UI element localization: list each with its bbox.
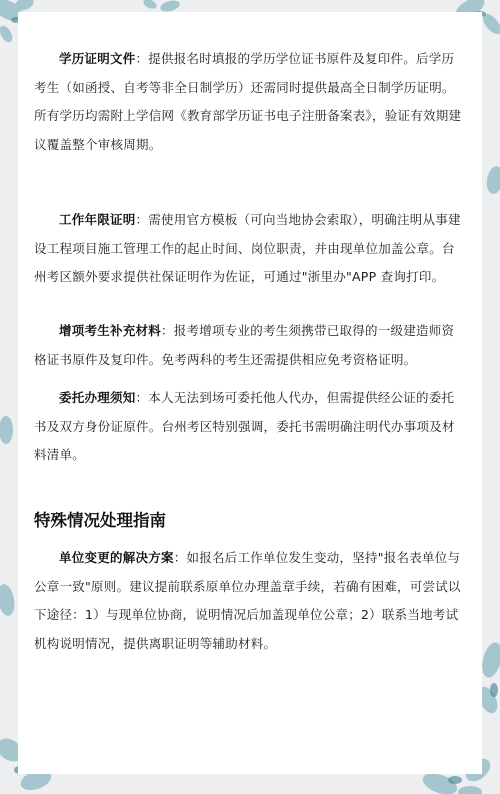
paragraph-body: ：报考增项专业的考生须携带已取得的一级建造师资格证书原件及复印件。免考两科的考生还需提供相应免考资格证明。: [34, 323, 455, 367]
paragraph-lead: 委托办理须知: [59, 390, 136, 405]
paragraph-additional-materials: [34, 317, 466, 374]
paragraph-work-years-proof: [34, 206, 466, 292]
section-heading: 特殊情况处理指南: [34, 511, 166, 530]
paragraph-body: ：提供报名时填报的学历学位证书原件及复印件。后学历考生（如函授、自考等非全日制学历）还需同时提供最高全日制学历证明。所有学历均需附上学信网《教育部学历证书电子注册备案表》，验证有效期建议覆盖整个审核周期。: [34, 51, 462, 152]
paragraph-proxy-notice: [34, 384, 466, 470]
paragraph-lead: 工作年限证明: [59, 212, 136, 227]
paragraph-lead: 增项考生补充材料: [59, 323, 162, 338]
paragraph-body: ：本人无法到场可委托他人代办，但需提供经公证的委托书及双方身份证原件。台州考区特别强调，委托书需明确注明代办事项及材料清单。: [34, 390, 455, 462]
paragraph-lead: 单位变更的解决方案: [59, 550, 174, 565]
paragraph-body: ：如报名后工作单位发生变动，坚持"报名表单位与公章一致"原则。建议提前联系原单位办理盖章手续，若确有困难，可尝试以下途径：1）与现单位协商，说明情况后加盖现单位公章；2）联系当地考试机构说明情况，提供离职证明等辅助材料。: [34, 550, 461, 651]
paragraph-lead: 学历证明文件: [59, 51, 136, 66]
paragraph-body: ：需使用官方模板（可向当地协会索取），明确注明从事建设工程项目施工管理工作的起止时间、岗位职责，并由现单位加盖公章。台州考区额外要求提供社保证明作为佐证，可通过"浙里办"APP 查询打印。: [34, 212, 461, 284]
paragraph-employer-change: [34, 544, 466, 658]
content-card: [18, 12, 482, 774]
paragraph-education-proof: [34, 45, 466, 159]
